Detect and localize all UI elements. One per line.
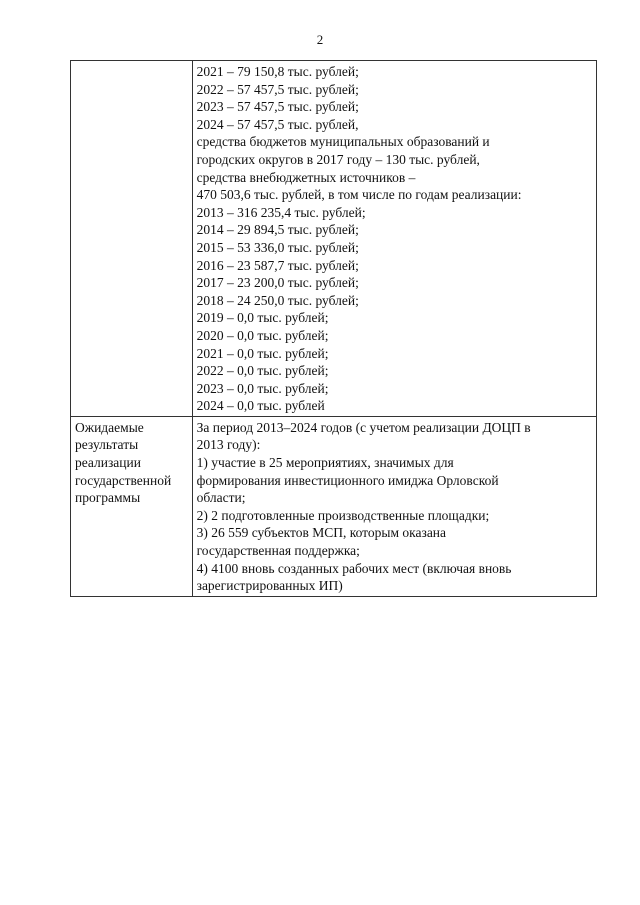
row-content-line: 2018 – 24 250,0 тыс. рублей;	[196, 292, 359, 308]
row-content-line: средства бюджетов муниципальных образований и	[196, 134, 490, 150]
row-content-line: зарегистрированных ИП)	[196, 578, 343, 594]
table-row-expected-results	[71, 416, 597, 596]
row-content-line: городских округов в 2017 году – 130 тыс. рублей,	[196, 151, 480, 167]
row-content-line: 2) 2 подготовленные производственные площадки;	[196, 507, 490, 523]
row-content-line: 2024 – 0,0 тыс. рублей	[196, 398, 325, 414]
row-label-line: программы	[75, 490, 141, 506]
row-label-cell	[71, 416, 193, 596]
row-content-cell	[192, 416, 596, 596]
row-content-line: 2013 – 316 235,4 тыс. рублей;	[196, 204, 366, 220]
row-label-line: результаты	[75, 437, 139, 453]
row-content-line: 2014 – 29 894,5 тыс. рублей;	[196, 222, 359, 238]
row-content-cell	[192, 61, 596, 417]
row-content-line: 2020 – 0,0 тыс. рублей;	[196, 327, 329, 343]
row-content-line: 2021 – 79 150,8 тыс. рублей;	[196, 64, 359, 79]
program-passport-table	[70, 60, 597, 597]
row-content-line: 1) участие в 25 мероприятиях, значимых для	[196, 455, 454, 471]
row-label-line: реализации	[75, 455, 141, 471]
row-content-line: 3) 26 559 субъектов МСП, которым оказана	[196, 525, 447, 541]
row-content-line: 2021 – 0,0 тыс. рублей;	[196, 345, 329, 361]
row-content-line: 2022 – 0,0 тыс. рублей;	[196, 363, 329, 379]
page-number: 2	[316, 32, 324, 47]
row-label-line: государственной	[75, 472, 172, 488]
row-content-line: 2013 году):	[196, 437, 261, 453]
row-content-line: 2016 – 23 587,7 тыс. рублей;	[196, 257, 359, 273]
row-label-cell	[71, 61, 193, 417]
row-content-line: 2022 – 57 457,5 тыс. рублей;	[196, 81, 359, 97]
row-content-line: 2019 – 0,0 тыс. рублей;	[196, 310, 329, 326]
row-content-line: 2017 – 23 200,0 тыс. рублей;	[196, 275, 359, 291]
row-content-line: 2023 – 57 457,5 тыс. рублей;	[196, 99, 359, 115]
row-content-line: 4) 4100 вновь созданных рабочих мест (включая вновь	[196, 560, 512, 576]
row-content-line: 2024 – 57 457,5 тыс. рублей,	[196, 116, 359, 132]
row-content-line: государственная поддержка;	[196, 543, 360, 559]
row-content-line: 2015 – 53 336,0 тыс. рублей;	[196, 239, 359, 255]
table-row-funding	[71, 61, 597, 417]
row-content-line: 2023 – 0,0 тыс. рублей;	[196, 380, 329, 396]
row-content-line: средства внебюджетных источников –	[196, 169, 416, 185]
row-label-line: Ожидаемые	[75, 419, 144, 435]
row-content-line: 470 503,6 тыс. рублей, в том числе по годам реализации:	[196, 187, 522, 203]
row-content-line: области;	[196, 490, 246, 506]
row-content-line: За период 2013–2024 годов (с учетом реализации ДОЦП в	[196, 419, 531, 435]
row-content-line: формирования инвестиционного имиджа Орловской	[196, 472, 499, 488]
